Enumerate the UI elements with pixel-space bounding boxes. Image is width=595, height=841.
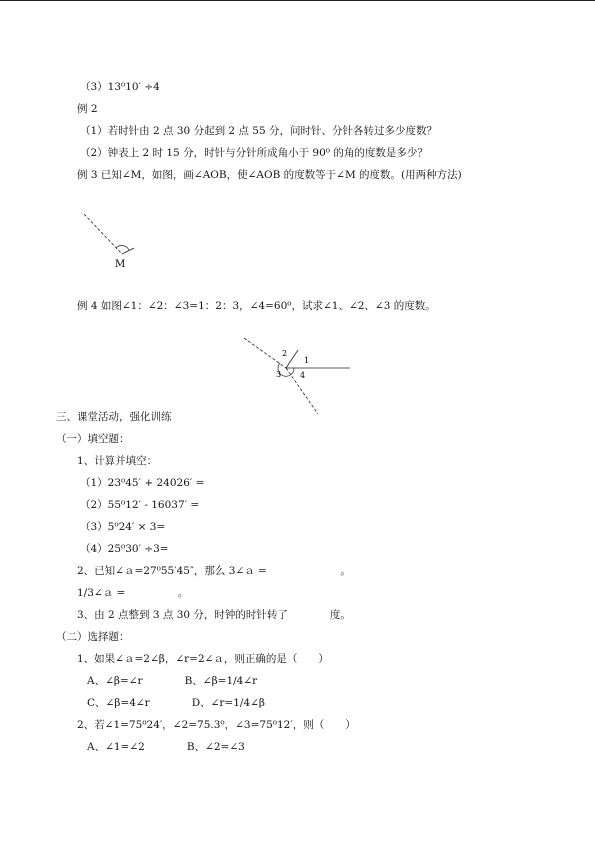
ray-upper <box>286 350 298 368</box>
fill-in-q1-1: （1）23⁰45′ + 24026′ = <box>80 477 205 489</box>
exercise-3-3: （3）13⁰10′ ÷4 <box>80 81 160 93</box>
angle-label-3: 3 <box>276 370 282 379</box>
fill-in-q1: 1、计算并填空： <box>77 455 158 467</box>
choice-q1-options-ab: A、∠β=∠r B、∠β=1/4∠r <box>87 675 258 687</box>
fill-in-q1-4: （4）25⁰30′ ÷3= <box>80 543 169 555</box>
example-2-q2: （2）钟表上 2 时 15 分，时针与分针所成角小于 90⁰ 的角的度数是多少？ <box>80 147 428 159</box>
section-3-heading: 三、课堂活动，强化训练 <box>56 411 172 423</box>
fill-in-q2: 2、已知∠ａ=27⁰55′45″，那么 3∠ａ = 。 <box>77 565 351 577</box>
choice-q2-options-ab: A、∠1=∠2 B、∠2=∠3 <box>87 741 245 753</box>
fill-in-q1-3: （3）5⁰24′ × 3= <box>80 521 166 533</box>
choice-q1: 1、如果∠ａ=2∠β，∠r=2∠ａ，则正确的是（ ） <box>77 653 329 665</box>
angles-1-4-figure <box>240 330 355 420</box>
fill-in-heading: （一）填空题： <box>56 433 130 445</box>
angle-label-2: 2 <box>282 349 288 358</box>
example-3: 例 3 已知∠M，如图，画∠AOB，使∠AOB 的度数等于∠M 的度数。(用两种方法) <box>77 169 462 181</box>
angle-label-1: 1 <box>304 356 310 365</box>
angle-label-4: 4 <box>300 371 306 380</box>
choice-q2: 2、若∠1=75⁰24′，∠2=75.3⁰，∠3=75⁰12′，则（ ） <box>77 719 356 731</box>
fill-in-q3: 3、由 2 点整到 3 点 30 分，时钟的时针转了 度。 <box>77 609 351 621</box>
fill-in-q2-cont: 1/3∠ａ = 。 <box>77 587 189 599</box>
choice-q1-options-cd: C、∠β=4∠r D、∠r=1/4∠β <box>87 697 265 709</box>
angle-m-figure <box>82 212 142 272</box>
example-4: 例 4 如图∠1：∠2：∠3=1：2：3，∠4=60⁰，试求∠1、∠2、∠3 的度数。 <box>77 300 436 312</box>
angle-m-label: M <box>115 259 126 270</box>
page-top-border <box>0 0 595 1</box>
choice-heading: （二）选择题： <box>56 631 130 643</box>
example-2-q1: （1）若时针由 2 点 30 分起到 2 点 55 分，问时针、分针各转过多少度数？ <box>80 125 437 137</box>
example-2-heading: 例 2 <box>77 103 98 115</box>
angle-m-arc <box>116 246 129 250</box>
fill-in-q1-2: （2）55⁰12′ - 16037′ = <box>80 499 200 511</box>
